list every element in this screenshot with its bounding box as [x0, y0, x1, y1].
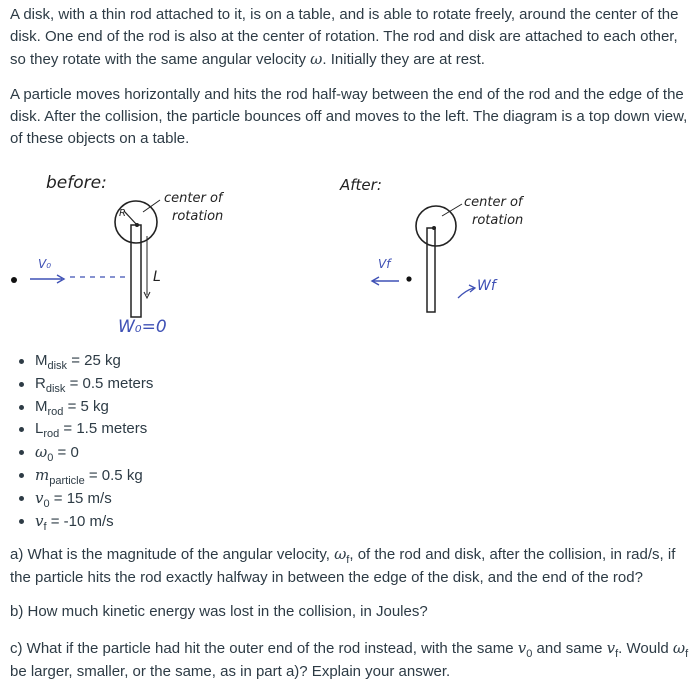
- list-item: $M_{rod} = 5$ kg: [10, 396, 153, 419]
- list-item: $L_{rod} = 1.5$ meters: [10, 418, 153, 441]
- question-b: b) How much kinetic energy was lost in the collision, in Joules?: [10, 603, 428, 620]
- intro-paragraph-2: A particle moves horizontally and hits the rod half-way between the end of the rod and the edge of the disk. After the collision, the particle bounces off and moves to the left. The diagram is a top down view, of these objects on a table.: [10, 86, 688, 147]
- vf-label: Vf: [378, 257, 391, 271]
- center-label-before-1: center of: [164, 191, 223, 206]
- list-item: $\omega_0 = 0$: [10, 441, 153, 464]
- variable-list: [10, 350, 153, 532]
- question-c: c) What if the particle had hit the outer end of the rod instead, with the same $v_0$ and same $v_f$. Would $\omega_f$ be larger, smaller, or the same, as in part a)? Explain your answer.: [10, 639, 689, 680]
- list-item: $M_{disk} = 25$ kg: [10, 350, 153, 373]
- center-label-after-2: rotation: [472, 213, 524, 228]
- list-item: $v_f = -10$ m/s: [10, 510, 153, 533]
- omega0-label: W₀=0: [118, 317, 167, 337]
- center-label-before-2: rotation: [172, 209, 224, 224]
- center-pointer-before: [143, 200, 160, 212]
- list-item: $R_{disk} = 0.5$ meters: [10, 373, 153, 396]
- list-item: $m_{particle} = 0.5$ kg: [10, 464, 153, 487]
- length-label: L: [153, 269, 161, 285]
- disk-after: [416, 206, 456, 246]
- center-label-after-1: center of: [464, 195, 523, 210]
- collision-diagram: [0, 160, 700, 340]
- after-label: After:: [340, 176, 382, 194]
- before-label: before:: [46, 173, 107, 193]
- rod-after: [427, 228, 435, 312]
- particle-after: [406, 276, 411, 281]
- omega-f-arrow-icon: [458, 288, 474, 298]
- list-item: $v_0 = 15$ m/s: [10, 487, 153, 510]
- v0-label: V₀: [38, 257, 52, 271]
- rod-before: [131, 225, 141, 317]
- radius-label: R: [119, 208, 126, 219]
- particle-before: [11, 277, 17, 283]
- omega-symbol: ω: [310, 50, 323, 68]
- question-a: a) What is the magnitude of the angular velocity, $\omega_f$, of the rod and disk, after the collision, in rad/s, if the particle hits the rod exactly halfway in between the edge of the disk, and the end of the rod?: [10, 545, 676, 586]
- omega-f-label: Wf: [477, 278, 496, 294]
- intro-paragraph-1: A disk, with a thin rod attached to it, is on a table, and is able to rotate freely, around the center of the disk. One end of the rod is also at the center of rotation. The rod and disk are attached to each other, so they rotate with the same angular velocity ω. Initially they are at rest.: [10, 6, 679, 68]
